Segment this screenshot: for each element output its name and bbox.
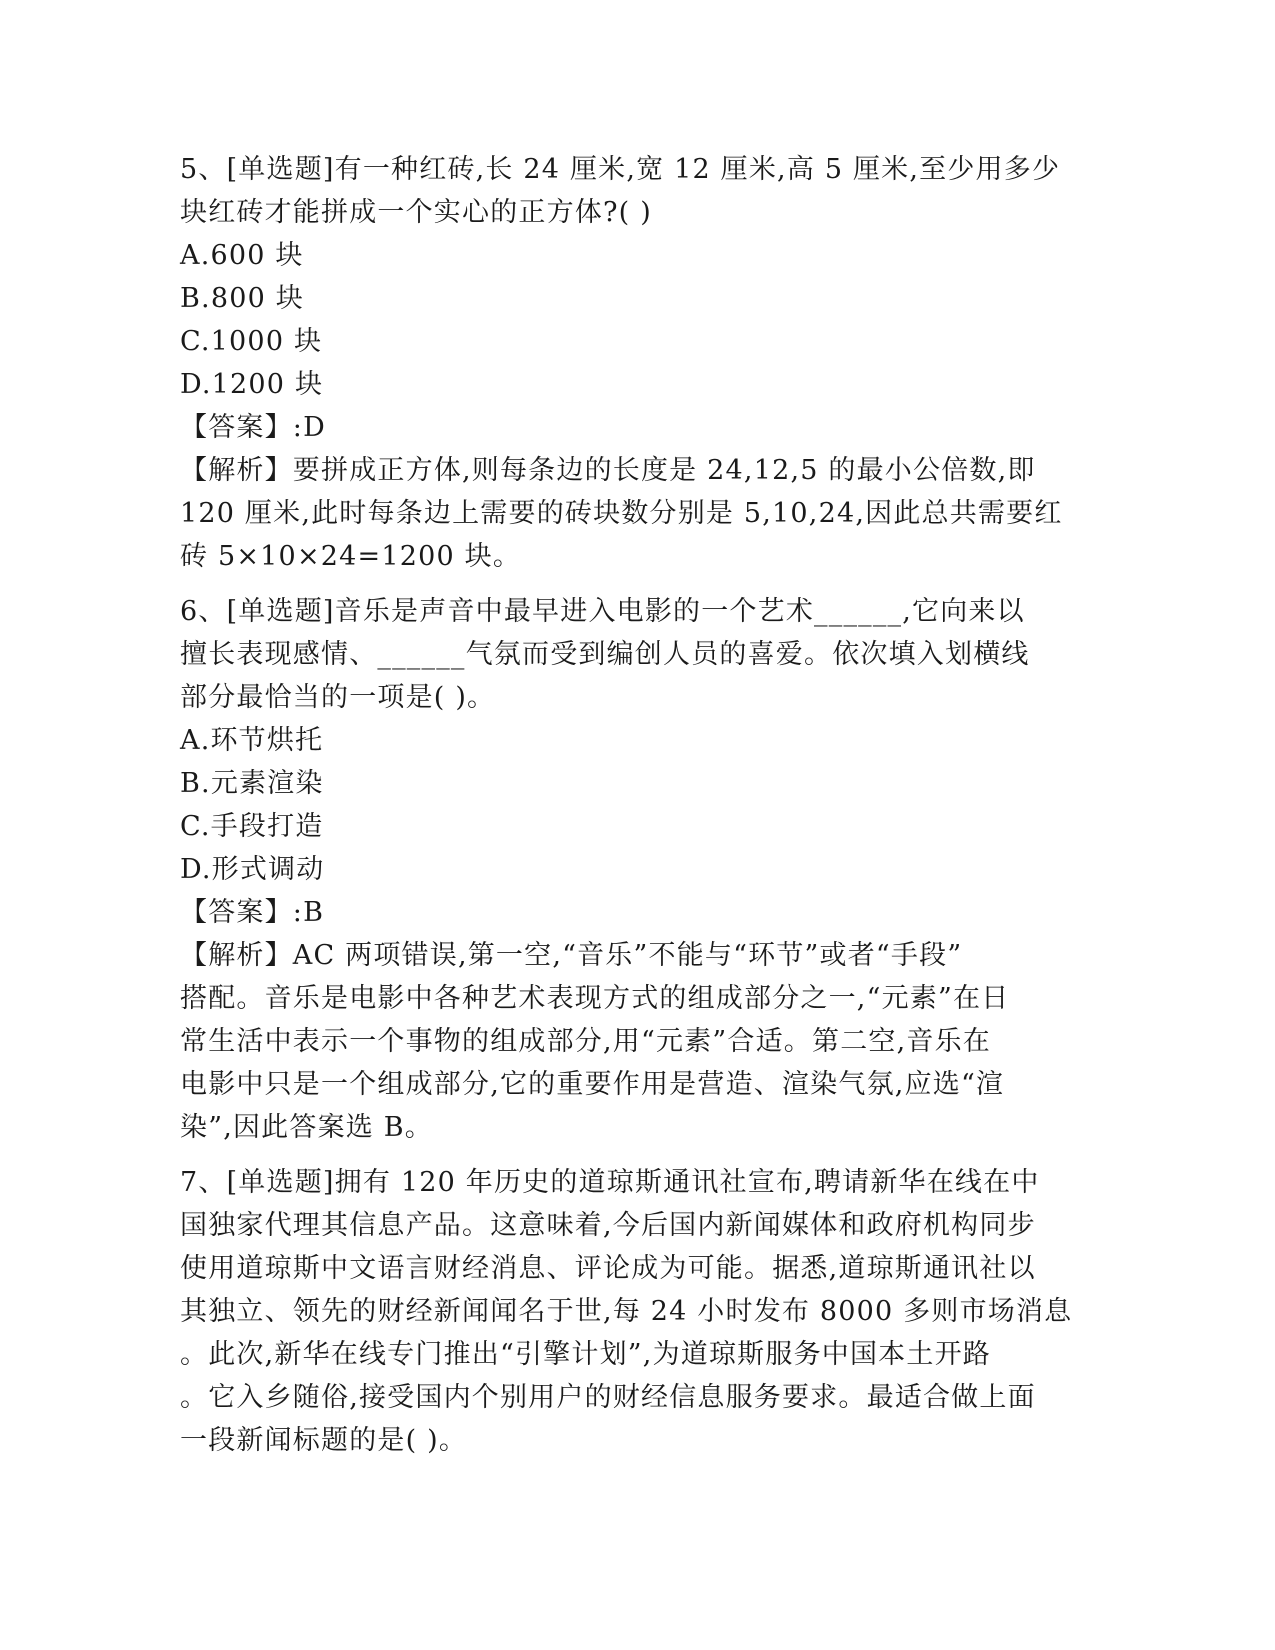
option-c: C.手段打造 (180, 811, 324, 842)
question-stem-line: 其独立、领先的财经新闻闻名于世,每 24 小时发布 8000 多则市场消息 (180, 1296, 1073, 1327)
question-stem-line: 国独家代理其信息产品。这意味着,今后国内新闻媒体和政府机构同步 (180, 1210, 1036, 1241)
question-stem-line: 块红砖才能拼成一个实心的正方体?( ) (180, 197, 652, 228)
option-a: A.环节烘托 (180, 725, 324, 756)
option-d: D.形式调动 (180, 854, 325, 885)
analysis-line: 常生活中表示一个事物的组成部分,用“元素”合适。第二空,音乐在 (180, 1026, 991, 1057)
question-stem-line: 一段新闻标题的是( )。 (180, 1425, 468, 1456)
analysis-line: 电影中只是一个组成部分,它的重要作用是营造、渲染气氛,应选“渲 (180, 1069, 1005, 1100)
option-d: D.1200 块 (180, 369, 324, 400)
question-stem-line: 使用道琼斯中文语言财经消息、评论成为可能。据悉,道琼斯通讯社以 (180, 1253, 1036, 1284)
option-c: C.1000 块 (180, 326, 323, 357)
analysis-line: 砖 5×10×24=1200 块。 (180, 541, 522, 572)
question-5 (180, 148, 1080, 578)
answer-line: 【答案】:D (180, 412, 326, 443)
question-stem-line: 。此次,新华在线专门推出“引擎计划”,为道琼斯服务中国本土开路 (180, 1339, 991, 1370)
analysis-line: 【解析】AC 两项错误,第一空,“音乐”不能与“环节”或者“手段” (180, 940, 963, 971)
option-b: B.元素渲染 (180, 768, 324, 799)
analysis-line: 【解析】要拼成正方体,则每条边的长度是 24,12,5 的最小公倍数,即 (180, 455, 1036, 486)
question-stem-line: 5、[单选题]有一种红砖,长 24 厘米,宽 12 厘米,高 5 厘米,至少用多少 (180, 154, 1061, 185)
answer-line: 【答案】:B (180, 897, 325, 928)
option-a: A.600 块 (180, 240, 304, 271)
question-stem-line: 擅长表现感情、______气氛而受到编创人员的喜爱。依次填入划横线 (180, 639, 1030, 670)
question-stem-line: 7、[单选题]拥有 120 年历史的道琼斯通讯社宣布,聘请新华在线在中 (180, 1167, 1040, 1198)
question-7 (180, 1161, 1080, 1462)
analysis-line: 120 厘米,此时每条边上需要的砖块数分别是 5,10,24,因此总共需要红 (180, 498, 1063, 529)
question-6 (180, 590, 1080, 1149)
question-stem-line: 6、[单选题]音乐是声音中最早进入电影的一个艺术______,它向来以 (180, 596, 1025, 627)
question-stem-line: 部分最恰当的一项是( )。 (180, 682, 496, 713)
analysis-line: 染”,因此答案选 B。 (180, 1112, 434, 1143)
question-stem-line: 。它入乡随俗,接受国内个别用户的财经信息服务要求。最适合做上面 (180, 1382, 1036, 1413)
analysis-line: 搭配。音乐是电影中各种艺术表现方式的组成部分之一,“元素”在日 (180, 983, 1010, 1014)
option-b: B.800 块 (180, 283, 304, 314)
document-page (180, 148, 1080, 1474)
